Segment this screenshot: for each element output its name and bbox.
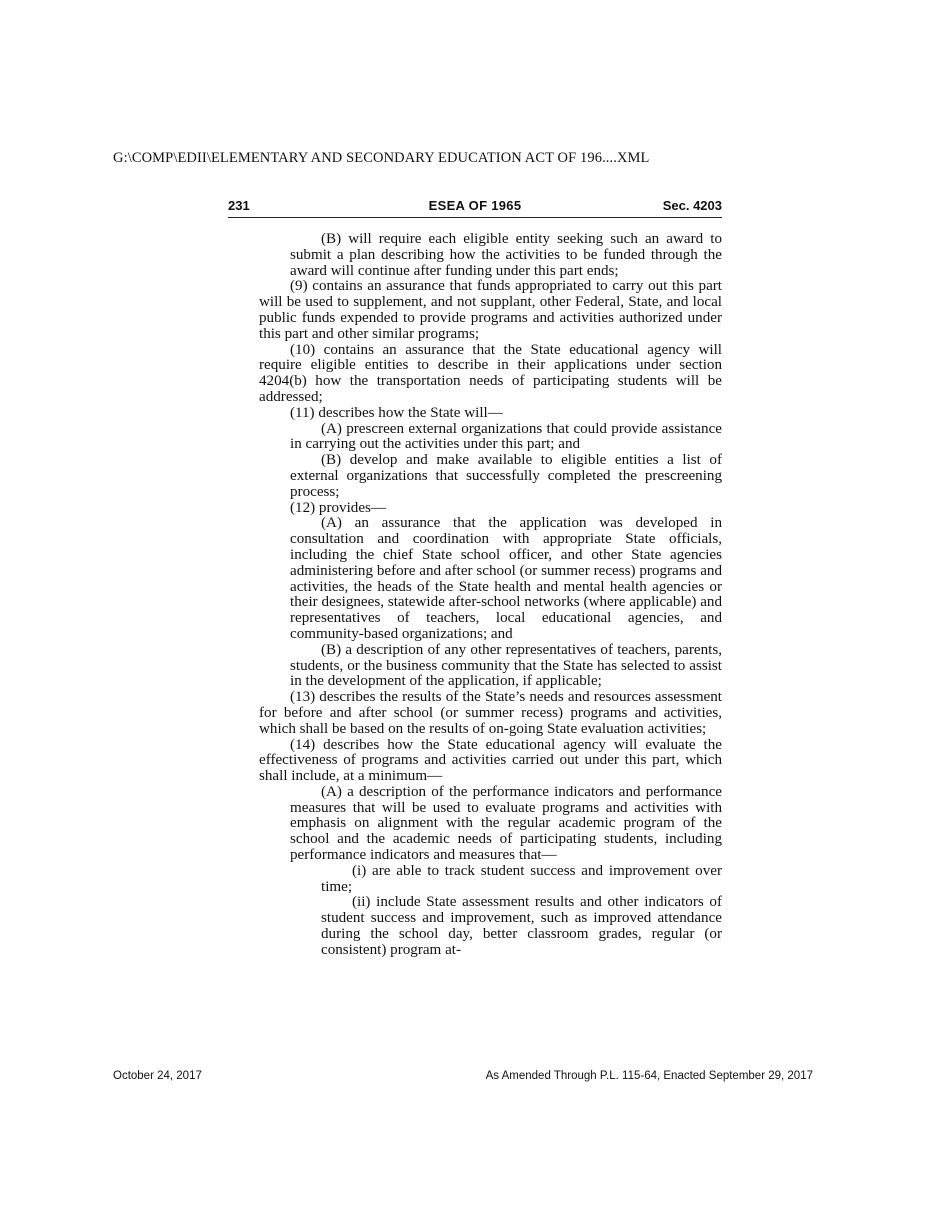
paragraph-11-a: (A) prescreen external organizations that could provide assistance in carrying out the activities under this part; and xyxy=(290,420,722,453)
paragraph-9: (9) contains an assurance that funds appropriated to carry out this part will be used to supplement, and not supplant, other Federal, State, and local public funds expended to provide programs and activities authorized under this part and other similar programs; xyxy=(259,278,722,342)
paragraph-14-a: (A) a description of the performance indicators and performance measures that will be used to evaluate programs and activities with emphasis on alignment with the regular academic program of the school and the academic needs of participating students, including performance indicators and measures that— xyxy=(290,783,722,864)
page-title: ESEA OF 1965 xyxy=(428,198,522,213)
paragraph-10: (10) contains an assurance that the State educational agency will require eligible entities to describe in their applications under section 4204(b) how the transportation needs of participating students will be addressed; xyxy=(259,341,722,405)
paragraph-11: (11) describes how the State will— xyxy=(290,404,503,421)
paragraph-14-a-ii: (ii) include State assessment results and other indicators of student success and improvement, such as improved attendance during the school day, better classroom grades, regular (or consistent) program at- xyxy=(321,894,722,958)
paragraph-14-a-i: (i) are able to track student success and improvement over time; xyxy=(321,862,722,895)
file-path: G:\COMP\EDII\ELEMENTARY AND SECONDARY EDUCATION ACT OF 196....XML xyxy=(113,150,650,166)
page-number: 231 xyxy=(228,198,250,213)
paragraph-12: (12) provides— xyxy=(290,499,386,516)
footer-amendment-note: As Amended Through P.L. 115-64, Enacted September 29, 2017 xyxy=(485,1070,813,1082)
paragraph-8-b: (B) will require each eligible entity seeking such an award to submit a plan describing how the activities to be funded through the award will continue after funding under this part ends; xyxy=(290,231,722,279)
running-head xyxy=(228,198,722,218)
paragraph-12-a: (A) an assurance that the application was developed in consultation and coordination with appropriate State officials, including the chief State school officer, and other State agencies administering before and after school (or summer recess) programs and activities, the heads of the State health and mental health agencies or their designees, statewide after-school networks (where applicable) and representatives of teachers, local educational agencies, and community-based organizations; and xyxy=(290,515,722,642)
section-number: Sec. 4203 xyxy=(662,198,722,213)
paragraph-11-b: (B) develop and make available to eligible entities a list of external organizations that successfully completed the prescreening process; xyxy=(290,452,722,500)
paragraph-13: (13) describes the results of the State’s needs and resources assessment for before and after school (or summer recess) programs and activities, which shall be based on the results of on-going State evaluation activities; xyxy=(259,689,722,737)
footer-date: October 24, 2017 xyxy=(113,1070,202,1082)
document-body xyxy=(259,232,722,959)
paragraph-14: (14) describes how the State educational agency will evaluate the effectiveness of programs and activities carried out under this part, which shall include, at a minimum— xyxy=(259,736,722,785)
paragraph-12-b: (B) a description of any other representatives of teachers, parents, students, or the business community that the State has selected to assist in the development of the application, if applicable; xyxy=(290,641,722,690)
